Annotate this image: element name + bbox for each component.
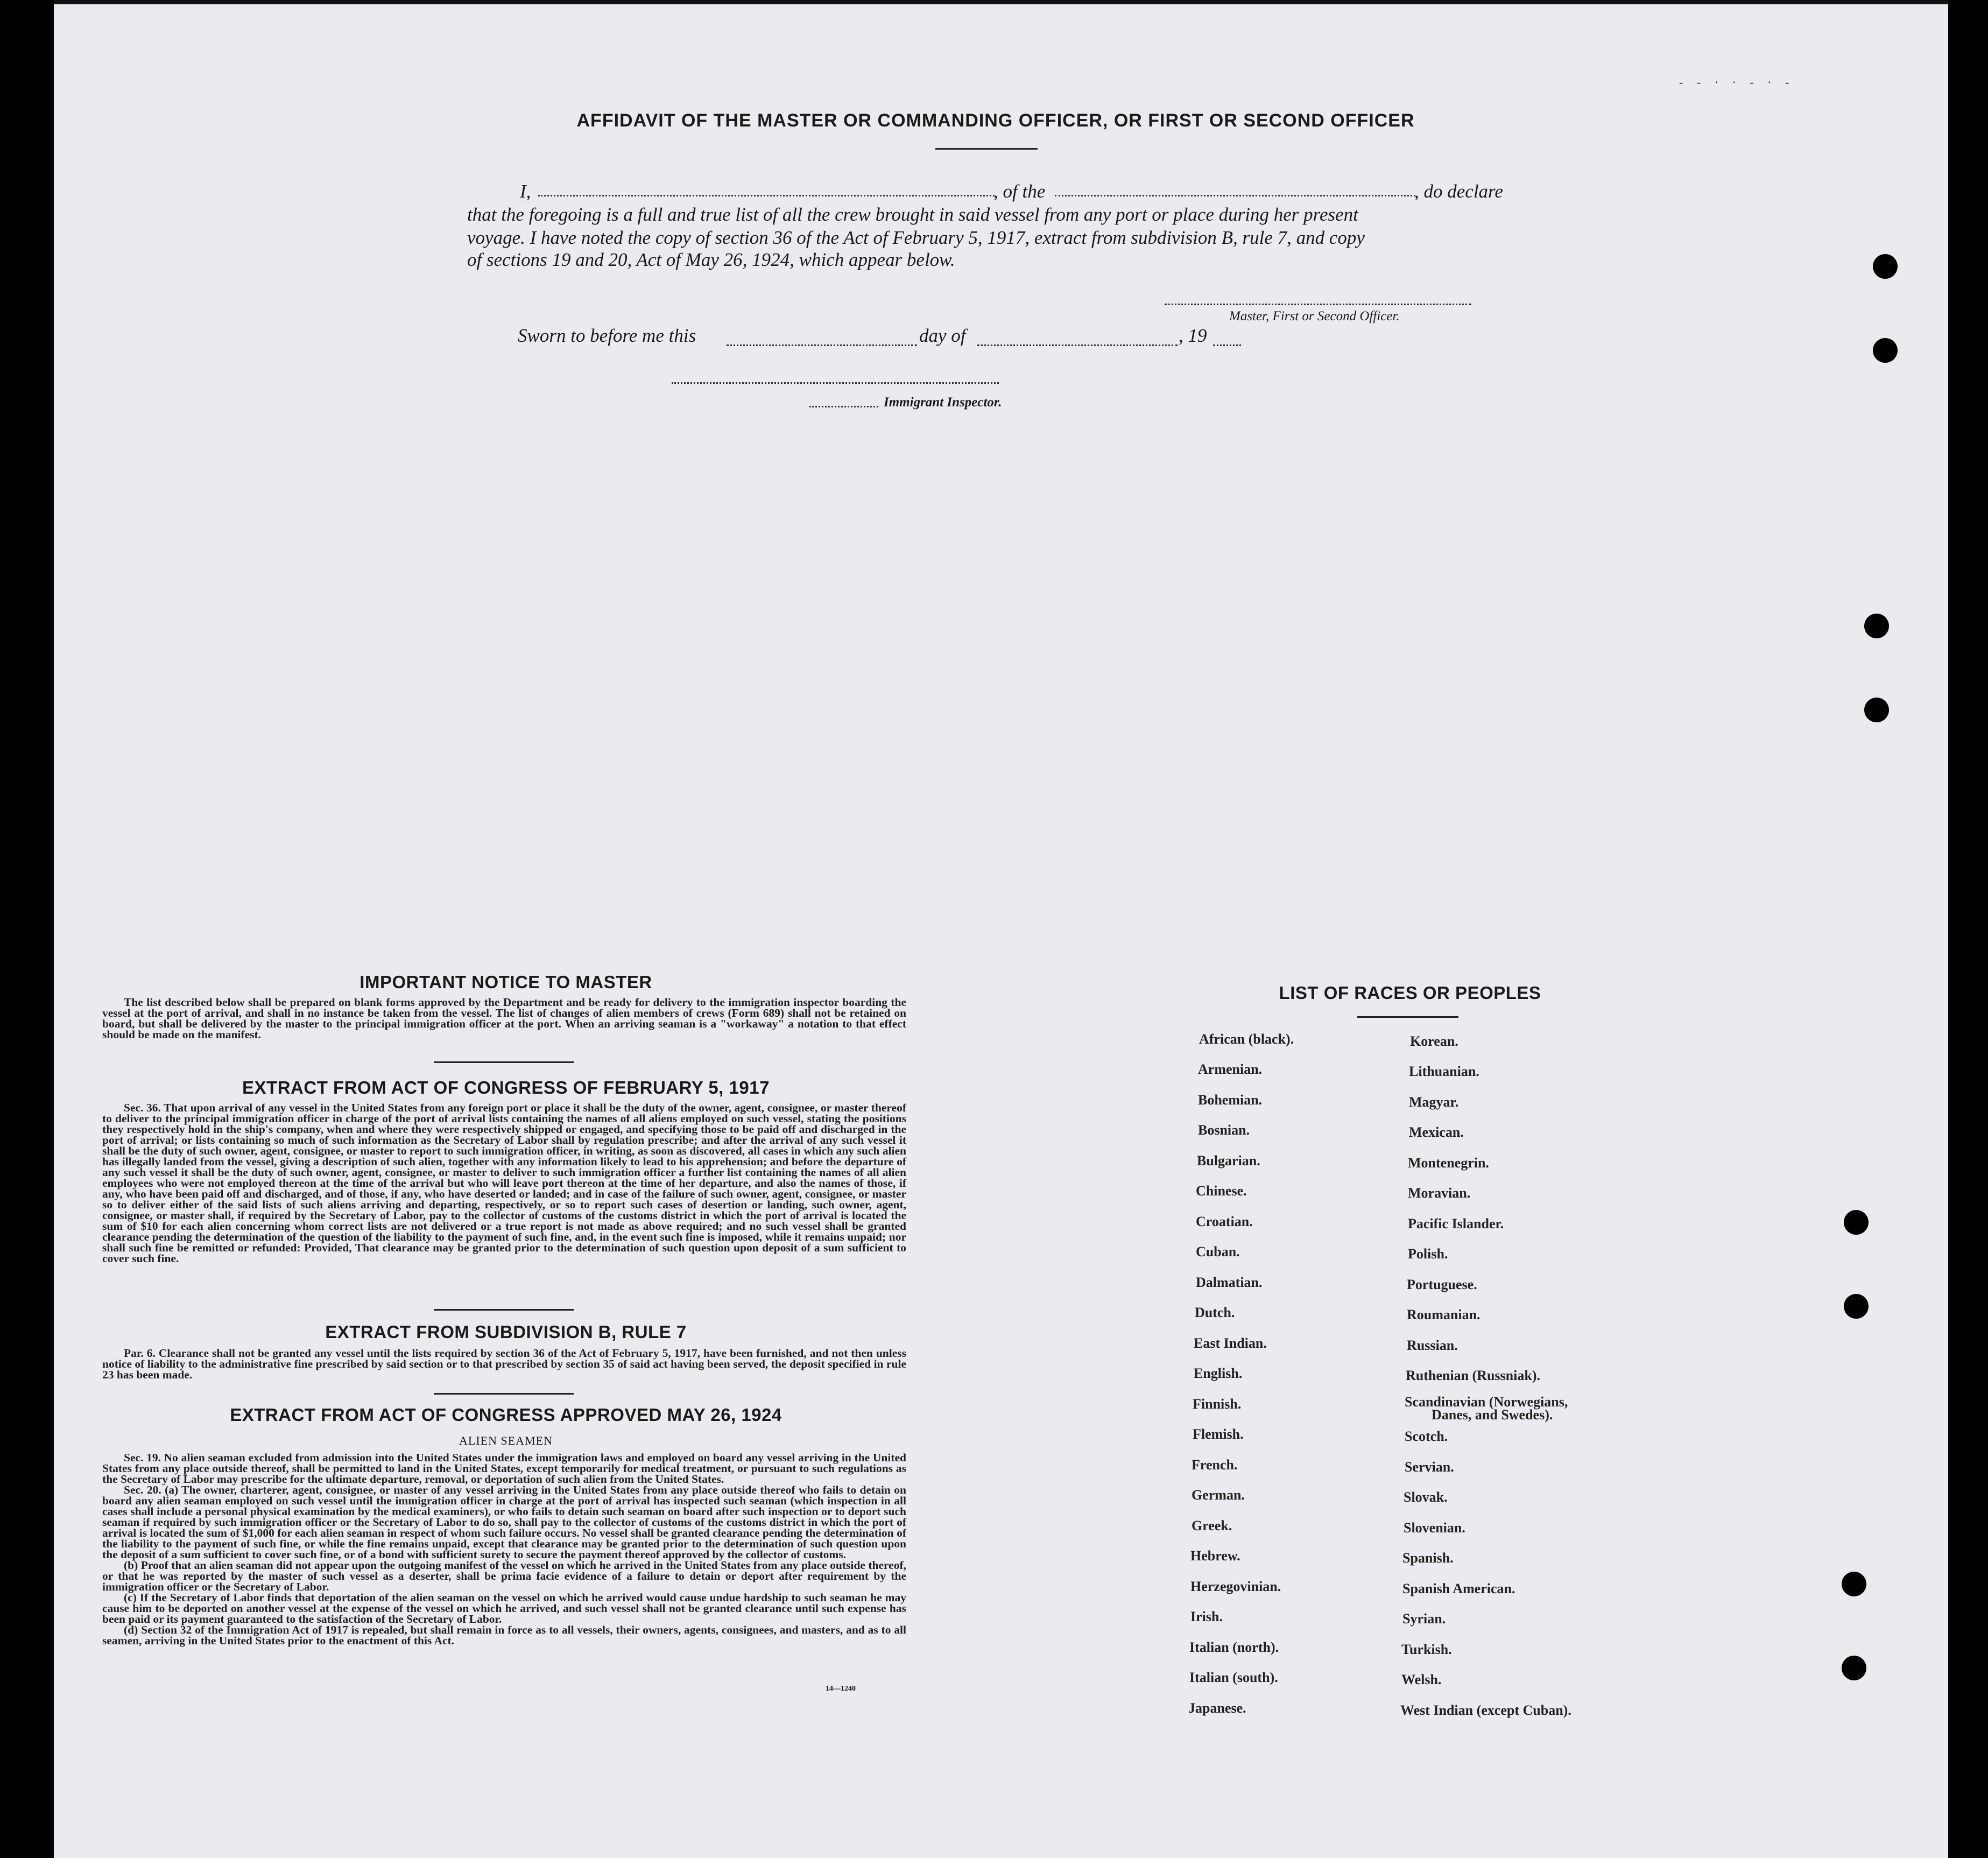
affidavit-of-the: , of the (993, 181, 1046, 202)
sworn-day-of: day of (919, 325, 966, 346)
race-col1-item: Bulgarian. (1197, 1153, 1260, 1169)
binder-hole (1873, 338, 1898, 363)
race-col2-item: Servian. (1405, 1459, 1454, 1475)
race-col2-item: Magyar. (1409, 1094, 1459, 1110)
race-col2-item: Syrian. (1402, 1611, 1446, 1627)
extract-rule7-title: EXTRACT FROM SUBDIVISION B, RULE 7 (325, 1322, 687, 1342)
race-col2-item: West Indian (except Cuban). (1400, 1702, 1571, 1718)
master-name-field[interactable] (538, 195, 995, 196)
section-20d-paragraph: (d) Section 32 of the Immigration Act of 1917 is repealed, but shall remain in force as to all vessels, their owners, agents, consignees, and masters, and as to all seamen, arriving in the United States prior to the enactment of this Act. (102, 1623, 906, 1647)
race-col1-item: Irish. (1190, 1609, 1223, 1624)
race-col2-item: Spanish American. (1402, 1581, 1515, 1596)
race-col1-item: Flemish. (1193, 1426, 1244, 1442)
race-col2-item-continuation: Danes, and Swedes). (1432, 1407, 1553, 1423)
scan-top-edge (54, 0, 1948, 4)
inspector-label: Immigrant Inspector. (884, 395, 1002, 410)
binder-hole (1842, 1656, 1866, 1680)
race-col2-item: Turkish. (1401, 1642, 1452, 1657)
race-col1-item: East Indian. (1194, 1335, 1267, 1351)
form-number: 14—1240 (826, 1685, 856, 1693)
race-col2-item: Ruthenian (Russniak). (1406, 1368, 1540, 1383)
race-col1-item: Finnish. (1193, 1396, 1242, 1412)
race-col2-item: Scotch. (1405, 1428, 1448, 1444)
sworn-day-field[interactable] (727, 344, 917, 346)
race-col1-item: Italian (north). (1189, 1639, 1279, 1655)
race-col2-item: Mexican. (1409, 1124, 1464, 1140)
race-col2-item: Scandinavian (Norwegians, (1405, 1394, 1568, 1410)
affidavit-do-declare: , do declare (1414, 181, 1503, 202)
scan-specks: - - · · - · - (1679, 75, 1795, 89)
extract-1924-text (102, 1452, 906, 1646)
race-col2-item: Russian. (1407, 1338, 1458, 1353)
race-col1-item: Dutch. (1195, 1305, 1235, 1320)
race-col1-item: English. (1194, 1366, 1243, 1381)
binder-hole (1842, 1572, 1866, 1596)
race-col1-item: Dalmatian. (1196, 1275, 1263, 1290)
race-col1-item: German. (1192, 1487, 1245, 1503)
affidavit-line-3: voyage. I have noted the copy of section 36 of the Act of February 5, 1917, extract from subdivision B, rule 7, and copy (467, 227, 1365, 248)
extract-rule7-rule (434, 1393, 574, 1395)
races-title-rule (1357, 1016, 1458, 1018)
sworn-prefix: Sworn to before me this (518, 325, 696, 346)
race-col1-item: Bosnian. (1198, 1122, 1250, 1138)
race-col1-item: Croatian. (1196, 1214, 1253, 1229)
race-col1-item: Italian (south). (1189, 1670, 1278, 1685)
affidavit-title-rule (935, 148, 1038, 150)
extract-1917-text (102, 1102, 906, 1264)
affidavit-title: AFFIDAVIT OF THE MASTER OR COMMANDING OFFICER, OR FIRST OR SECOND OFFICER (576, 110, 1415, 131)
inspector-signature-lead (809, 406, 878, 407)
notice-rule (434, 1061, 574, 1063)
vessel-name-field[interactable] (1055, 195, 1415, 196)
officer-signature-field[interactable] (1165, 304, 1471, 305)
extract-1924-title: EXTRACT FROM ACT OF CONGRESS APPROVED MAY 26, 1924 (230, 1405, 782, 1425)
section-36-paragraph: Sec. 36. That upon arrival of any vessel in the United States from any foreign port or place it shall be the duty of the owner, agent, consignee, or master thereof to deliver to the principal immigration officer in charge of the port of arrival lists containing the names of all aliens employed on such vessel, stating the positions they respectively hold in the ship's company, when and where they were respectively shipped or engaged, and specifying those to be paid off and discharged in the port of arrival; or lists containing so much of such information as the Secretary of Labor shall by regulation prescribe; and after the arrival of any such vessel it shall be the duty of such owner, agent, consignee, or master to report to such immigration officer, in writing, as soon as discovered, all cases in which any such alien has illegally landed from the vessel, giving a description of such alien, together with any information likely to lead to his apprehension; and before the departure of any such vessel it shall be the duty of such owner, agent, consignee, or master to deliver to such immigration officer a further list containing the names of all alien employees who were not employed thereon at the time of the arrival but who will leave port thereon at the time of her departure, and also the names of those, if any, who have been paid off and discharged, and of those, if any, who have deserted or landed; and in case of the failure of such owner, agent, consignee, or master so to deliver either of the said lists of such aliens arriving and departing, respectively, or so to report such cases of desertion or landing, such owner, agent, consignee, or master shall, if required by the Secretary of Labor, pay to the collector of customs of the customs district in which the port of arrival is located the sum of $10 for each alien concerning whom correct lists are not delivered or a true report is not made as above required; and no such vessel shall be granted clearance pending the determination of the question of the liability to the payment of such fine, and, in the event such fine is imposed, while it remains unpaid; nor shall such fine be remitted or refunded: Provided, That clearance may be granted prior to the determination of such question upon deposit of a sum sufficient to cover such fine. (102, 1101, 906, 1265)
sworn-year-prefix: , 19 (1179, 325, 1207, 346)
binder-hole (1873, 254, 1898, 279)
race-col2-item: Polish. (1408, 1246, 1448, 1262)
race-col1-item: Bohemian. (1198, 1092, 1263, 1108)
race-col1-item: Armenian. (1198, 1061, 1263, 1077)
race-col2-item: Spanish. (1402, 1550, 1454, 1566)
race-col1-item: Japanese. (1188, 1700, 1246, 1716)
affidavit-line-4: of sections 19 and 20, Act of May 26, 1924, which appear below. (467, 249, 955, 270)
race-col1-item: Cuban. (1196, 1244, 1240, 1259)
section-19-paragraph: Sec. 19. No alien seaman excluded from admission into the United States under the immigration laws and employed on board any vessel arriving in the United States from any place outside thereof, shall be permitted to land in the United States, except temporarily for medical treatment, or pursuant to such regulations as the Secretary of Labor may prescribe for the ultimate departure, removal, or deportation of such alien from the United States. (102, 1451, 906, 1486)
race-col2-item: Lithuanian. (1409, 1064, 1479, 1079)
extract-1917-title: EXTRACT FROM ACT OF CONGRESS OF FEBRUARY 5, 1917 (242, 1078, 770, 1097)
binder-hole (1864, 698, 1889, 722)
race-col1-item: Herzegovinian. (1190, 1579, 1281, 1594)
section-20b-paragraph: (b) Proof that an alien seaman did not appear upon the outgoing manifest of the vessel on which he arrived in the United States from any place outside thereof, or that he was reported by the master of such vessel as a deserter, shall be prima facie evidence of a failure to detain or deport after requirement by the immigration officer or the Secretary of Labor. (102, 1559, 906, 1593)
officer-signature-label: Master, First or Second Officer. (1229, 309, 1400, 323)
race-col1-item: Hebrew. (1190, 1548, 1240, 1564)
race-col1-item: Chinese. (1196, 1183, 1247, 1199)
binder-hole (1844, 1294, 1869, 1319)
alien-seamen-subtitle: ALIEN SEAMEN (459, 1434, 553, 1447)
race-col2-item: Montenegrin. (1408, 1155, 1489, 1171)
race-col2-item: Pacific Islander. (1408, 1216, 1504, 1231)
notice-text (102, 997, 906, 1040)
inspector-signature-field[interactable] (672, 382, 999, 384)
races-title: LIST OF RACES OR PEOPLES (1279, 983, 1541, 1003)
race-col2-item: Portuguese. (1407, 1277, 1477, 1292)
race-col2-item: Roumanian. (1407, 1307, 1481, 1322)
race-col2-item: Moravian. (1408, 1185, 1471, 1201)
sworn-year-field[interactable] (1213, 344, 1241, 346)
race-col2-item: Korean. (1410, 1033, 1458, 1049)
binder-hole (1864, 614, 1889, 638)
race-col1-item: French. (1192, 1457, 1238, 1473)
race-col2-item: Slovenian. (1404, 1520, 1465, 1536)
extract-1917-rule (434, 1309, 574, 1311)
race-col2-item: Welsh. (1401, 1672, 1442, 1687)
section-20c-paragraph: (c) If the Secretary of Labor finds that deportation of the alien seaman on the vessel on which he arrived would cause undue hardship to such seaman he may cause him to be deported on another vessel at the expense of the vessel on which he arrived, and such vessel shall not be granted clearance until such expense has been paid or its payment guaranteed to the satisfaction of the Secretary of Labor. (102, 1591, 906, 1625)
section-20a-paragraph: Sec. 20. (a) The owner, charterer, agent, consignee, or master of any vessel arriving in the United States from any place outside thereof who fails to detain on board any alien seaman employed on such vessel until the immigration officer in charge at the port of arrival has inspected such seaman (which inspection in all cases shall include a personal physical examination by the medical examiners), or who fails to detain such seaman on board after such inspection or to deport such seaman if required by such immigration officer or the Secretary of Labor to do so, shall pay to the collector of customs of the customs district in which the port of arrival is located the sum of $1,000 for each alien seaman in respect of whom such failure occurs. No vessel shall be granted clearance pending the determination of the liability to the payment of such fine, or while the fine remains unpaid, except that clearance may be granted prior to the determination of such question upon the deposit of a sum sufficient to cover such fine, or of a bond with sufficient surety to secure the payment thereof approved by the collector of customs. (102, 1483, 906, 1561)
extract-rule7-text (102, 1348, 906, 1380)
race-col2-item: Slovak. (1404, 1489, 1448, 1505)
sworn-month-field[interactable] (977, 344, 1178, 346)
paragraph-6: Par. 6. Clearance shall not be granted any vessel until the lists required by section 36 of the Act of February 5, 1917, have been furnished, and not then unless notice of liability to the administrative fine prescribed by said section or to that prescribed by section 35 of said act having been served, the deposit specified in rule 23 has been made. (102, 1347, 906, 1381)
race-col1-item: Greek. (1192, 1518, 1232, 1533)
race-col1-item: African (black). (1199, 1031, 1294, 1047)
notice-paragraph: The list described below shall be prepared on blank forms approved by the Department and be ready for delivery to the immigration inspector boarding the vessel at the port of arrival, and shall in no instance be taken from the vessel. The list of changes of alien members of crews (Form 689) shall not be retained on board, but shall be delivered by the master to the principal immigration officer at the port. When an arriving seaman is a "workaway" a notation to that effect should be made on the manifest. (102, 996, 906, 1041)
binder-hole (1844, 1210, 1869, 1235)
affidavit-i: I, (520, 181, 531, 202)
notice-title: IMPORTANT NOTICE TO MASTER (359, 972, 652, 992)
affidavit-line-2: that the foregoing is a full and true list of all the crew brought in said vessel from any port or place during her present (467, 204, 1358, 225)
